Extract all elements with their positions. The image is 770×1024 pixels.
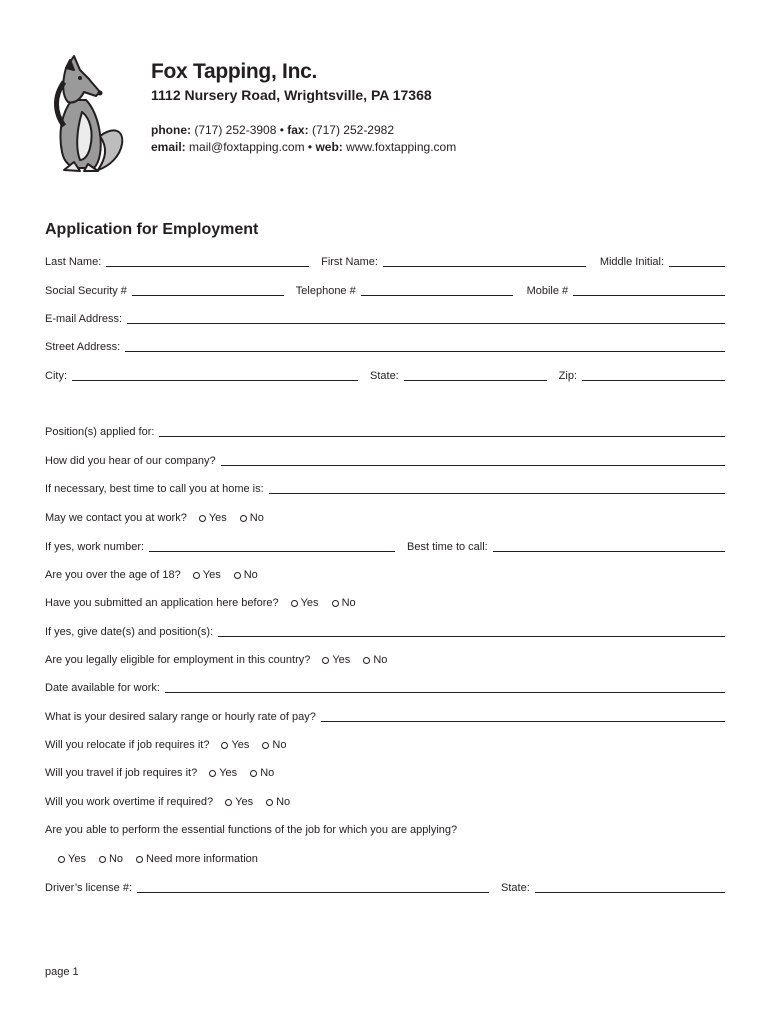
telephone-label: Telephone # [295, 285, 356, 297]
contact-work-no-radio[interactable]: No [240, 512, 264, 526]
eligible-row [45, 650, 725, 668]
zip-field[interactable] [582, 380, 725, 381]
essential-no-radio[interactable]: No [99, 853, 123, 867]
last-name-label: Last Name: [45, 256, 102, 268]
email-field[interactable] [127, 323, 725, 324]
middle-initial-label: Middle Initial: [599, 256, 665, 268]
relocate-row [45, 735, 725, 753]
submitted-before-yes-radio[interactable]: Yes [291, 597, 319, 611]
email-value[interactable]: mail@foxtapping.com • [185, 140, 316, 154]
fox-logo-icon [50, 52, 126, 176]
best-time-home-label: If necessary, best time to call you at home is: [45, 483, 264, 495]
positions-label: Position(s) applied for: [45, 426, 155, 438]
relocate-label: Will you relocate if job requires it? [45, 739, 210, 751]
date-available-row [45, 678, 725, 696]
radio-circle-icon [250, 770, 257, 777]
dates-positions-field[interactable] [218, 636, 725, 637]
hear-row [45, 451, 725, 469]
over-18-row [45, 565, 725, 583]
radio-circle-icon [332, 600, 339, 607]
best-time-call-label: Best time to call: [407, 541, 488, 553]
radio-circle-icon [136, 856, 143, 863]
essential-row [45, 820, 725, 838]
ssn-label: Social Security # [45, 285, 127, 297]
radio-circle-icon [262, 742, 269, 749]
drivers-license-row [45, 878, 725, 896]
street-row [45, 337, 725, 355]
over-18-yes-radio[interactable]: Yes [193, 569, 221, 583]
telephone-field[interactable] [361, 295, 513, 296]
ssn-field[interactable] [132, 295, 284, 296]
email-label: email: [151, 140, 186, 154]
radio-circle-icon [221, 742, 228, 749]
contact-phone-fax [151, 123, 394, 137]
last-name-field[interactable] [106, 266, 309, 267]
salary-row [45, 707, 725, 725]
submitted-before-row [45, 593, 725, 611]
hear-field[interactable] [221, 465, 725, 466]
mobile-field[interactable] [573, 295, 725, 296]
phone-label: phone: [151, 123, 191, 137]
city-field[interactable] [72, 380, 358, 381]
salary-field[interactable] [321, 721, 725, 722]
travel-row [45, 763, 725, 781]
radio-circle-icon [209, 770, 216, 777]
date-available-label: Date available for work: [45, 682, 160, 694]
city-label: City: [45, 370, 67, 382]
overtime-label: Will you work overtime if required? [45, 796, 214, 808]
best-time-call-field[interactable] [493, 551, 725, 552]
work-number-row [45, 537, 725, 555]
essential-need-info-radio[interactable]: Need more information [136, 853, 258, 867]
travel-no-radio[interactable]: No [250, 767, 274, 781]
first-name-field[interactable] [383, 266, 586, 267]
company-name: Fox Tapping, Inc. [151, 60, 318, 83]
work-number-field[interactable] [149, 551, 395, 552]
city-row [45, 366, 725, 384]
state-field[interactable] [404, 380, 547, 381]
first-name-label: First Name: [321, 256, 378, 268]
over-18-no-radio[interactable]: No [234, 569, 258, 583]
web-label: web: [315, 140, 343, 154]
radio-circle-icon [363, 657, 370, 664]
email-label: E-mail Address: [45, 313, 123, 325]
relocate-yes-radio[interactable]: Yes [221, 739, 249, 753]
radio-circle-icon [322, 657, 329, 664]
overtime-yes-radio[interactable]: Yes [225, 796, 253, 810]
date-available-field[interactable] [165, 692, 725, 693]
name-row [45, 252, 725, 270]
drivers-license-label: Driver’s license #: [45, 882, 133, 894]
eligible-label: Are you legally eligible for employment in this country? [45, 654, 311, 666]
contact-work-row [45, 508, 725, 526]
positions-row [45, 422, 725, 440]
radio-circle-icon [58, 856, 65, 863]
middle-initial-field[interactable] [669, 266, 725, 267]
relocate-no-radio[interactable]: No [262, 739, 286, 753]
dl-state-label: State: [501, 882, 530, 894]
company-address: 1112 Nursery Road, Wrightsville, PA 17368 [151, 87, 432, 103]
radio-circle-icon [225, 799, 232, 806]
dl-state-field[interactable] [535, 892, 725, 893]
contact-email-web [151, 140, 456, 154]
radio-circle-icon [199, 515, 206, 522]
radio-circle-icon [99, 856, 106, 863]
essential-yes-radio[interactable]: Yes [58, 853, 86, 867]
radio-circle-icon [266, 799, 273, 806]
submitted-before-label: Have you submitted an application here before? [45, 597, 279, 609]
phone-value: (717) 252-3908 • [191, 123, 288, 137]
radio-circle-icon [291, 600, 298, 607]
over-18-label: Are you over the age of 18? [45, 569, 181, 581]
zip-label: Zip: [558, 370, 577, 382]
radio-circle-icon [234, 572, 241, 579]
fax-label: fax: [287, 123, 309, 137]
best-time-home-row [45, 479, 725, 497]
work-number-label: If yes, work number: [45, 541, 145, 553]
essential-label: Are you able to perform the essential functions of the job for which you are applying? [45, 824, 458, 836]
dates-positions-row [45, 622, 725, 640]
phone-row [45, 281, 725, 299]
dates-positions-label: If yes, give date(s) and position(s): [45, 626, 214, 638]
best-time-home-field[interactable] [269, 493, 725, 494]
travel-yes-radio[interactable]: Yes [209, 767, 237, 781]
fax-value: (717) 252-2982 [308, 123, 395, 137]
salary-label: What is your desired salary range or hourly rate of pay? [45, 711, 316, 723]
submitted-before-no-radio[interactable]: No [332, 597, 356, 611]
drivers-license-field[interactable] [137, 892, 489, 893]
web-value[interactable]: www.foxtapping.com [342, 140, 457, 154]
overtime-no-radio[interactable]: No [266, 796, 290, 810]
eligible-no-radio[interactable]: No [363, 654, 387, 668]
street-field[interactable] [125, 351, 725, 352]
radio-circle-icon [193, 572, 200, 579]
hear-label: How did you hear of our company? [45, 455, 216, 467]
eligible-yes-radio[interactable]: Yes [322, 654, 350, 668]
essential-options-row [46, 849, 726, 867]
radio-circle-icon [240, 515, 247, 522]
overtime-row [45, 792, 725, 810]
contact-work-label: May we contact you at work? [45, 512, 187, 524]
positions-field[interactable] [159, 436, 725, 437]
page-number: page 1 [45, 966, 79, 978]
state-label: State: [370, 370, 399, 382]
street-label: Street Address: [45, 341, 121, 353]
email-row [45, 309, 725, 327]
contact-work-yes-radio[interactable]: Yes [199, 512, 227, 526]
travel-label: Will you travel if job requires it? [45, 767, 198, 779]
mobile-label: Mobile # [526, 285, 569, 297]
form-title: Application for Employment [45, 221, 259, 238]
